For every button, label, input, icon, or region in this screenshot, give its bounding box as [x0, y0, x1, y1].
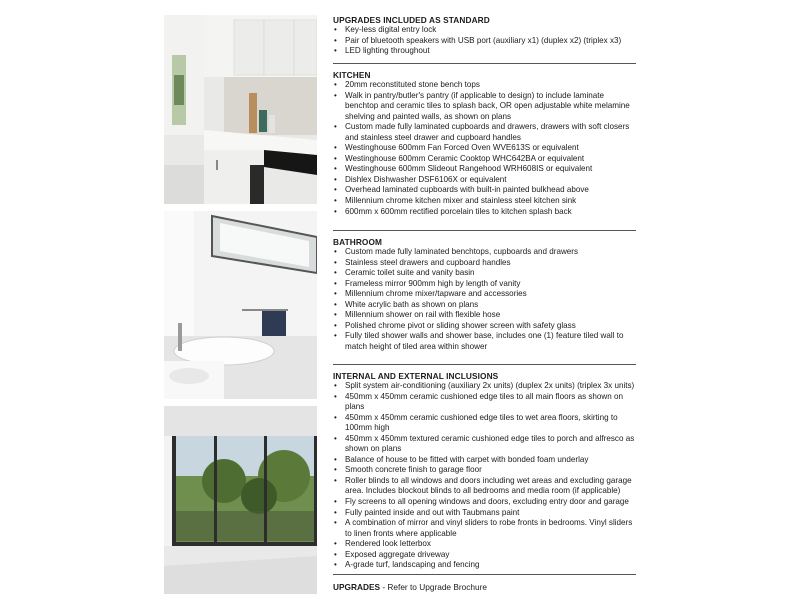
bathroom-photo	[164, 211, 317, 399]
list-item: • Millennium chrome mixer/tapware and accessories	[333, 289, 636, 300]
list-item: • Rendered look letterbox	[333, 539, 636, 550]
internal-external-list	[333, 381, 636, 571]
list-item: • Custom made fully laminated benchtops, cupboards and drawers	[333, 247, 636, 258]
standard-upgrades-list	[333, 25, 636, 57]
list-item: • A-grade turf, landscaping and fencing	[333, 560, 636, 571]
list-item: • Overhead laminated cupboards with built-in painted bulkhead above	[333, 185, 636, 196]
upgrades-footer	[333, 582, 487, 592]
bathroom-list	[333, 247, 636, 352]
list-item: • Roller blinds to all windows and doors including wet areas and excluding garage area. Includes blockout blinds to all bedrooms and media room (if applicable)	[333, 476, 636, 497]
list-item: • A combination of mirror and vinyl sliders to robe fronts in bedrooms. Vinyl sliders to linen fronts where applicable	[333, 518, 636, 539]
living-area-photo	[164, 406, 317, 594]
list-item: • Exposed aggregate driveway	[333, 550, 636, 561]
list-item: • Millennium chrome kitchen mixer and stainless steel kitchen sink	[333, 196, 636, 207]
section-divider	[333, 574, 636, 575]
section-title: KITCHEN	[333, 70, 371, 80]
list-item: • Fully tiled shower walls and shower base, includes one (1) feature tiled wall to match height of tiled area within shower	[333, 331, 636, 352]
list-item: • 20mm reconstituted stone bench tops	[333, 80, 636, 91]
list-item: • Split system air-conditioning (auxiliary 2x units) (duplex 2x units) (triplex 3x units)	[333, 381, 636, 392]
kitchen-photo	[164, 15, 317, 204]
list-item: • White acrylic bath as shown on plans	[333, 300, 636, 311]
footer-text: - Refer to Upgrade Brochure	[380, 582, 488, 592]
kitchen-list	[333, 80, 636, 217]
bathroom-section	[333, 237, 636, 352]
list-item: • Ceramic toilet suite and vanity basin	[333, 268, 636, 279]
list-item: • Key-less digital entry lock	[333, 25, 636, 36]
list-item: • Walk in pantry/butler's pantry (if applicable to design) to include laminate benchtop and ceramic tiles to splash back, OR open adjustable white melamine shelving and painted walls, as shown on plans	[333, 91, 636, 123]
list-item: • Westinghouse 600mm Fan Forced Oven WVE613S or equivalent	[333, 143, 636, 154]
standard-upgrades-section	[333, 15, 636, 57]
footer-label: UPGRADES	[333, 582, 381, 592]
internal-external-section	[333, 371, 636, 571]
list-item: • Millennium shower on rail with flexible hose	[333, 310, 636, 321]
section-title: INTERNAL AND EXTERNAL INCLUSIONS	[333, 371, 499, 381]
section-divider	[333, 230, 636, 231]
list-item: • 450mm x 450mm textured ceramic cushioned edge tiles to porch and alfresco as shown on plans	[333, 434, 636, 455]
kitchen-section	[333, 70, 636, 217]
list-item: • Polished chrome pivot or sliding shower screen with safety glass	[333, 321, 636, 332]
list-item: • Custom made fully laminated cupboards and drawers, drawers with soft closers and stainless steel drawer and cupboard handles	[333, 122, 636, 143]
section-title: BATHROOM	[333, 237, 383, 247]
list-item: • Westinghouse 600mm Ceramic Cooktop WHC642BA or equivalent	[333, 154, 636, 165]
list-item: • Fully painted inside and out with Taubmans paint	[333, 508, 636, 519]
list-item: • 600mm x 600mm rectified porcelain tiles to kitchen splash back	[333, 207, 636, 218]
list-item: • Smooth concrete finish to garage floor	[333, 465, 636, 476]
section-title: UPGRADES INCLUDED AS STANDARD	[333, 15, 490, 25]
list-item: • Westinghouse 600mm Slideout Rangehood WRH608IS or equivalent	[333, 164, 636, 175]
list-item: • 450mm x 450mm ceramic cushioned edge tiles to wet area floors, skirting to 100mm high	[333, 413, 636, 434]
list-item: • Fly screens to all opening windows and doors, excluding entry door and garage	[333, 497, 636, 508]
section-divider	[333, 63, 636, 64]
list-item: • Frameless mirror 900mm high by length of vanity	[333, 279, 636, 290]
section-divider	[333, 364, 636, 365]
list-item: • Dishlex Dishwasher DSF6106X or equivalent	[333, 175, 636, 186]
list-item: • Stainless steel drawers and cupboard handles	[333, 258, 636, 269]
list-item: • LED lighting throughout	[333, 46, 636, 57]
list-item: • Balance of house to be fitted with carpet with bonded foam underlay	[333, 455, 636, 466]
list-item: • 450mm x 450mm ceramic cushioned edge tiles to all main floors as shown on plans	[333, 392, 636, 413]
list-item: • Pair of bluetooth speakers with USB port (auxiliary x1) (duplex x2) (triplex x3)	[333, 36, 636, 47]
